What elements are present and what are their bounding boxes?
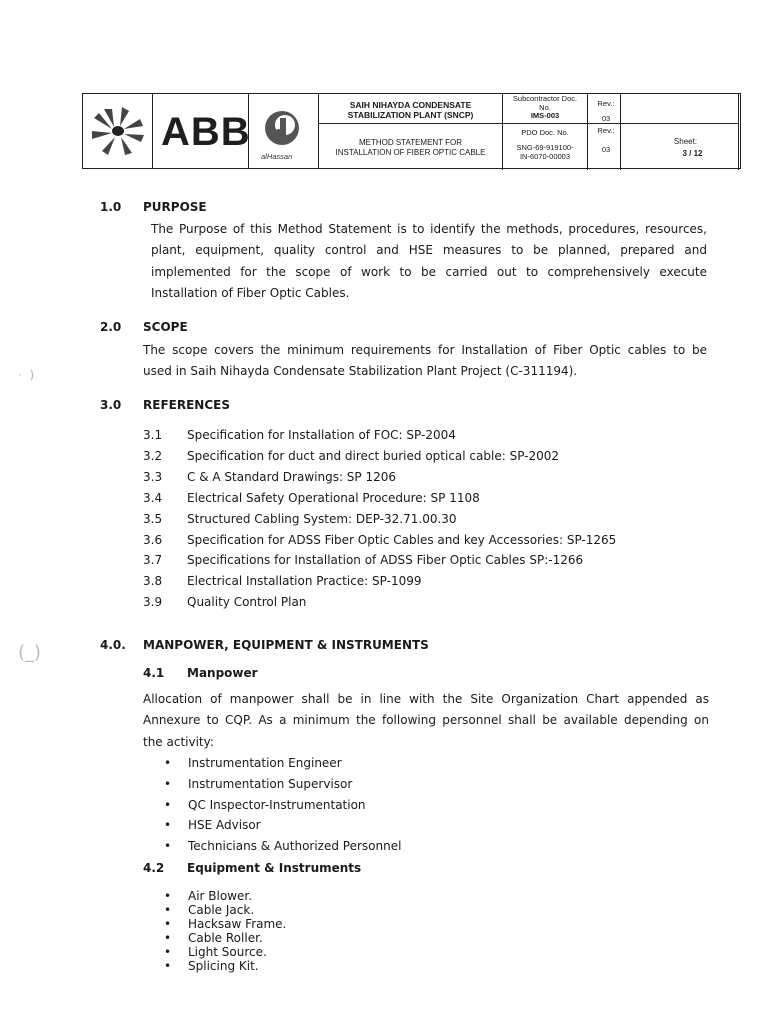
al-hassan-logo-icon: alHassan [249, 94, 319, 168]
abb-fan-logo-icon [83, 94, 153, 168]
reference-number: 3.3 [143, 469, 163, 484]
reference-text: Quality Control Plan [187, 595, 307, 610]
pdo-doc-no: PDO Doc. No. SNG-69-919100- IN-6070-00003 [503, 124, 588, 170]
equipment-text: Hacksaw Frame. [188, 916, 287, 931]
abb-logo: ABB [153, 94, 249, 168]
reference-number: 3.1 [143, 428, 163, 442]
scan-mark: (_) [18, 642, 42, 663]
personnel-text: QC Inspector-Instrumentation [188, 797, 366, 812]
bullet-marker: • [164, 958, 172, 973]
personnel-text: Instrumentation Supervisor [188, 776, 353, 791]
section-number: 2.0 [100, 320, 122, 334]
reference-text: Specifications for Installation of ADSS Fiber Optic Cables SP:-1266 [187, 553, 584, 568]
reference-text: Structured Cabling System: DEP-32.71.00.30 [187, 511, 457, 526]
sheet-blank-cell [621, 94, 739, 124]
section-number: 1.0 [100, 200, 122, 214]
reference-text: Electrical Installation Practice: SP-1099 [187, 574, 422, 589]
personnel-text: HSE Advisor [188, 818, 261, 833]
bullet-marker: • [164, 944, 172, 959]
revision-1: Rev.: 03 [588, 94, 621, 124]
bullet-marker: • [164, 756, 172, 770]
reference-number: 3.4 [143, 490, 163, 505]
document-title: METHOD STATEMENT FOR INSTALLATION OF FIBER OPTIC CABLE [319, 124, 503, 170]
equipment-text: Cable Roller. [188, 930, 263, 945]
subsection-title-manpower: Manpower [187, 666, 258, 680]
subsection-number: 4.2 [143, 861, 165, 875]
scan-mark: · ) [18, 368, 35, 382]
revision-2: Rev.: 03 [588, 124, 621, 170]
bullet-marker: • [164, 930, 172, 945]
subsection-number: 4.1 [143, 666, 165, 680]
section-number: 4.0. [100, 638, 126, 652]
reference-text: Specification for Installation of FOC: SP-2004 [187, 428, 456, 442]
bullet-marker: • [164, 902, 172, 917]
reference-number: 3.2 [143, 448, 163, 463]
section-title-scope: SCOPE [143, 320, 188, 334]
section-title-purpose: PURPOSE [143, 200, 207, 214]
equipment-text: Light Source. [188, 944, 267, 959]
reference-text: Specification for ADSS Fiber Optic Cables and key Accessories: SP-1265 [187, 532, 617, 547]
reference-text: Specification for duct and direct buried optical cable: SP-2002 [187, 448, 560, 463]
document-header-table [82, 93, 741, 169]
subcontractor-doc-no: Subcontractor Doc. No. IMS-003 [503, 94, 588, 124]
bullet-marker: • [164, 839, 172, 854]
reference-number: 3.5 [143, 511, 163, 526]
bullet-marker: • [164, 889, 172, 903]
reference-text: Electrical Safety Operational Procedure: SP 1108 [187, 490, 480, 505]
reference-number: 3.9 [143, 595, 163, 610]
personnel-text: Instrumentation Engineer [188, 756, 342, 770]
reference-number: 3.7 [143, 553, 163, 568]
manpower-paragraph: Allocation of manpower shall be in line with the Site Organization Chart appended as Annexure to CQP. As a minimum the following personnel shall be available depending on the activity: [143, 692, 709, 749]
section-title-manpower: MANPOWER, EQUIPMENT & INSTRUMENTS [143, 638, 429, 652]
bullet-marker: • [164, 776, 172, 791]
scope-paragraph: The scope covers the minimum requirements for Installation of Fiber Optic cables to be used in Saih Nihayda Condensate Stabilization Plant Project (C-311194). [143, 343, 707, 379]
equipment-text: Splicing Kit. [188, 958, 259, 973]
reference-text: C & A Standard Drawings: SP 1206 [187, 469, 397, 484]
equipment-text: Air Blower. [188, 889, 253, 903]
section-title-references: REFERENCES [143, 398, 230, 412]
project-title: SAIH NIHAYDA CONDENSATE STABILIZATION PLANT (SNCP) [319, 94, 503, 124]
reference-number: 3.8 [143, 574, 163, 589]
purpose-paragraph: The Purpose of this Method Statement is to identify the methods, procedures, resources, plant, equipment, quality control and HSE measures to be planned, prepared and implemented for the scope of work to be carried out to comprehensively execute Installation of Fiber Optic Cables. [151, 222, 707, 300]
bullet-marker: • [164, 797, 172, 812]
equipment-text: Cable Jack. [188, 902, 255, 917]
sheet-number: Sheet: 3 / 12 [621, 124, 739, 170]
bullet-marker: • [164, 818, 172, 833]
section-number: 3.0 [100, 398, 122, 412]
personnel-text: Technicians & Authorized Personnel [188, 839, 402, 854]
subsection-title-equipment: Equipment & Instruments [187, 861, 362, 875]
reference-number: 3.6 [143, 532, 163, 547]
bullet-marker: • [164, 916, 172, 931]
